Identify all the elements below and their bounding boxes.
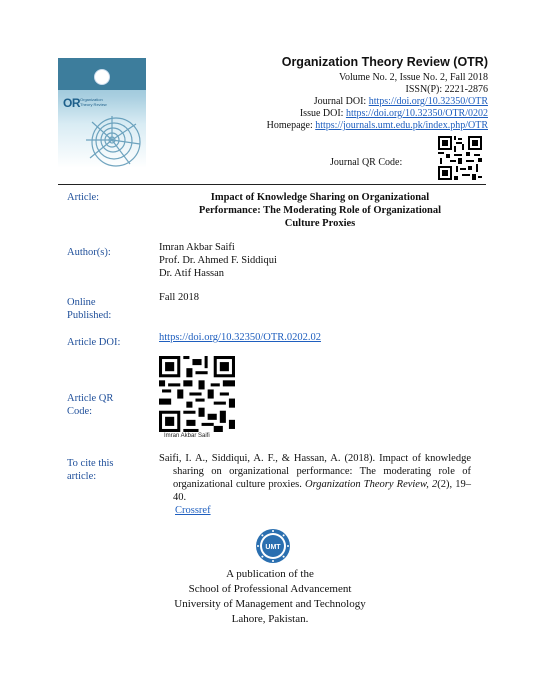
umt-logo-icon: [255, 528, 291, 564]
issn-info: ISSN(P): 2221-2876: [405, 84, 488, 95]
crossref-link[interactable]: Crossref: [175, 505, 211, 516]
author-3: Dr. Atif Hassan: [159, 268, 225, 279]
publisher-info: A publication of the School of Professional Advancement University of Management and Technology Lahore, Pakistan.: [174, 568, 366, 625]
journal-title: Organization Theory Review (OTR): [281, 55, 488, 69]
journal-doi-link[interactable]: https://doi.org/10.32350/OTR: [368, 96, 488, 107]
citation-journal: Organization Theory Review, 2: [305, 479, 438, 490]
article-qr-code[interactable]: [159, 356, 235, 432]
volume-info: Volume No. 2, Issue No. 2, Fall 2018: [339, 72, 488, 83]
authors-list: [159, 241, 277, 280]
cover-subtitle: Organization Theory Review: [80, 97, 107, 107]
homepage-link[interactable]: https://journals.umt.edu.pk/index.php/OTR: [315, 120, 488, 131]
homepage-line: Homepage: https://journals.umt.edu.pk/index.php/OTR: [266, 120, 488, 131]
header-divider: [58, 184, 486, 185]
authors-label: Author(s):: [67, 247, 111, 258]
journal-qr-label: Journal QR Code:: [330, 157, 403, 168]
article-doi-link[interactable]: https://doi.org/10.32350/OTR.0202.02: [159, 332, 321, 343]
author-2: Prof. Dr. Ahmed F. Siddiqui: [159, 255, 277, 266]
cover-seal-icon: [94, 69, 110, 85]
journal-qr-code[interactable]: [438, 136, 482, 180]
cover-acronym: OR: [63, 96, 80, 110]
article-label: Article:: [67, 192, 100, 203]
online-published-date: Fall 2018: [159, 292, 199, 303]
journal-cover-image: [58, 58, 146, 168]
citation-label: To cite this article:: [67, 458, 114, 482]
issue-doi-line: Issue DOI: https://doi.org/10.32350/OTR/0202: [299, 108, 488, 119]
article-doi-label: Article DOI:: [67, 337, 121, 348]
citation-text: Saifi, I. A., Siddiqui, A. F., & Hassan, A. (2018). Impact of knowledge sharing on organizational performance: The moderating role of organizational culture proxies. Organization Theory Review, 2(2), 19–40. Crossref: [159, 453, 471, 516]
online-published-label: Online Published:: [67, 297, 112, 321]
article-qr-label: Article QR Code:: [67, 393, 114, 417]
journal-doi-line: Journal DOI: https://doi.org/10.32350/OTR: [313, 96, 488, 107]
nautilus-shell-icon: [76, 114, 146, 168]
issue-doi-link[interactable]: https://doi.org/10.32350/OTR/0202: [345, 108, 488, 119]
author-1: Imran Akbar Saifi: [159, 242, 235, 253]
article-qr-caption: Imran Akbar Saifi: [164, 433, 210, 439]
article-title: Impact of Knowledge Sharing on Organizational Performance: The Moderating Role of Organizational Culture Proxies: [198, 192, 442, 229]
svg-text:UMT: UMT: [265, 544, 281, 551]
